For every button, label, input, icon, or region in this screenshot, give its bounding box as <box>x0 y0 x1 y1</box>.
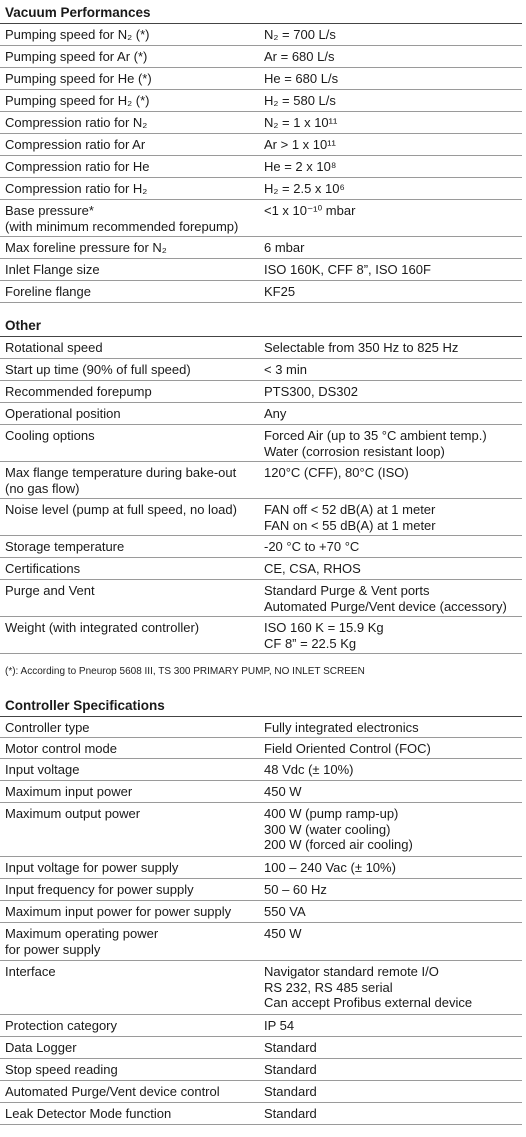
spec-label-line: Data Logger <box>5 1040 77 1055</box>
spec-value-line: -20 °C to +70 °C <box>264 539 360 554</box>
spec-value <box>264 759 522 778</box>
spec-label-line: Compression ratio for He <box>5 159 150 174</box>
spec-value-line: Water (corrosion resistant loop) <box>264 443 445 459</box>
spec-row <box>0 1059 522 1081</box>
spec-value-line: Standard <box>264 1040 317 1055</box>
spec-label-line: Pumping speed for N₂ (*) <box>5 27 150 42</box>
section-title: Vacuum Performances <box>0 2 522 24</box>
spec-label <box>0 68 264 87</box>
spec-value <box>264 923 522 942</box>
spec-label-line: Inlet Flange size <box>5 262 100 277</box>
spec-value-line: FAN off < 52 dB(A) at 1 meter <box>264 502 436 517</box>
spec-label <box>0 178 264 197</box>
spec-label-line: Pumping speed for Ar (*) <box>5 49 148 64</box>
spec-value-line: 48 Vdc (± 10%) <box>264 762 354 777</box>
spec-label-line: Pumping speed for H₂ (*) <box>5 93 150 108</box>
spec-value-line: IP 54 <box>264 1018 295 1033</box>
spec-value <box>264 200 522 219</box>
spec-value-line: ISO 160K, CFF 8”, ISO 160F <box>264 262 431 277</box>
spec-value-line: 50 – 60 Hz <box>264 882 327 897</box>
spec-value <box>264 803 522 853</box>
spec-label <box>0 259 264 278</box>
spec-value-line: Standard <box>264 1084 317 1099</box>
spec-label <box>0 759 264 778</box>
spec-row <box>0 68 522 90</box>
spec-value-line: Ar > 1 x 10¹¹ <box>264 137 336 152</box>
spec-row <box>0 381 522 403</box>
spec-row <box>0 281 522 303</box>
spec-value <box>264 1081 522 1100</box>
section-title: Controller Specifications <box>0 695 522 717</box>
spec-value <box>264 337 522 356</box>
spec-value-line: He = 2 x 10⁸ <box>264 159 337 174</box>
spec-label <box>0 90 264 109</box>
spec-value-line: CE, CSA, RHOS <box>264 561 361 576</box>
spec-label <box>0 237 264 256</box>
spec-label <box>0 1081 264 1100</box>
spec-label-line: (no gas flow) <box>5 480 80 496</box>
spec-label-line: Compression ratio for Ar <box>5 137 146 152</box>
spec-value-line: Automated Purge/Vent device (accessory) <box>264 598 507 614</box>
spec-label <box>0 738 264 757</box>
spec-label-line: Pumping speed for He (*) <box>5 71 152 86</box>
spec-row <box>0 759 522 781</box>
spec-value <box>264 499 522 533</box>
spec-value-line: H₂ = 580 L/s <box>264 93 336 108</box>
spec-value <box>264 24 522 43</box>
spec-value-line: Selectable from 350 Hz to 825 Hz <box>264 340 459 355</box>
spec-row <box>0 857 522 879</box>
spec-label-line: Purge and Vent <box>5 583 95 598</box>
spec-label <box>0 901 264 920</box>
spec-value-line: KF25 <box>264 284 296 299</box>
spec-label <box>0 558 264 577</box>
spec-value-line: <1 x 10⁻¹⁰ mbar <box>264 203 356 218</box>
spec-label <box>0 200 264 234</box>
spec-value-line: H₂ = 2.5 x 10⁶ <box>264 181 345 196</box>
spec-row <box>0 923 522 961</box>
spec-row <box>0 499 522 536</box>
spec-row <box>0 359 522 381</box>
spec-row <box>0 403 522 425</box>
spec-table <box>0 24 522 303</box>
spec-value <box>264 68 522 87</box>
spec-label-line: Operational position <box>5 406 121 421</box>
spec-label <box>0 781 264 800</box>
spec-label-line: Weight (with integrated controller) <box>5 620 200 635</box>
spec-label <box>0 337 264 356</box>
spec-row <box>0 200 522 237</box>
spec-label-line: Stop speed reading <box>5 1062 118 1077</box>
spec-row <box>0 1037 522 1059</box>
controller-specifications-section <box>0 695 522 1125</box>
spec-row <box>0 337 522 359</box>
spec-label-line: Base pressure* <box>5 203 94 218</box>
spec-value <box>264 1015 522 1034</box>
spec-label <box>0 24 264 43</box>
spec-value-line: PTS300, DS302 <box>264 384 358 399</box>
spec-value-line: N₂ = 700 L/s <box>264 27 336 42</box>
spec-label-line: Recommended forepump <box>5 384 152 399</box>
spec-label <box>0 961 264 980</box>
spec-table <box>0 337 522 654</box>
spec-label-line: Input frequency for power supply <box>5 882 194 897</box>
spec-value <box>264 381 522 400</box>
spec-label <box>0 462 264 496</box>
spec-label-line: Maximum operating power <box>5 926 159 941</box>
spec-label-line: Motor control mode <box>5 741 117 756</box>
spec-label-line: Max flange temperature during bake-out <box>5 465 237 480</box>
spec-label-line: for power supply <box>5 941 101 957</box>
spec-value <box>264 156 522 175</box>
spec-value <box>264 281 522 300</box>
spec-value-line: RS 232, RS 485 serial <box>264 979 393 995</box>
spec-label <box>0 281 264 300</box>
spec-value-line: He = 680 L/s <box>264 71 339 86</box>
spec-label <box>0 857 264 876</box>
spec-row <box>0 46 522 68</box>
spec-row <box>0 462 522 499</box>
spec-label-line: Compression ratio for N₂ <box>5 115 148 130</box>
spec-value-line: Fully integrated electronics <box>264 720 419 735</box>
spec-value <box>264 46 522 65</box>
spec-value-line: 450 W <box>264 926 302 941</box>
spec-row <box>0 156 522 178</box>
spec-value <box>264 425 522 459</box>
spec-label <box>0 717 264 736</box>
spec-label <box>0 112 264 131</box>
spec-value-line: 400 W (pump ramp-up) <box>264 806 399 821</box>
spec-value <box>264 738 522 757</box>
spec-value-line: Standard <box>264 1106 317 1121</box>
spec-row <box>0 259 522 281</box>
spec-row <box>0 781 522 803</box>
spec-row <box>0 879 522 901</box>
spec-label-line: Automated Purge/Vent device control <box>5 1084 220 1099</box>
spec-value-line: Any <box>264 406 287 421</box>
spec-label <box>0 403 264 422</box>
spec-row <box>0 803 522 857</box>
spec-row <box>0 901 522 923</box>
spec-value <box>264 558 522 577</box>
spec-row <box>0 580 522 617</box>
spec-label <box>0 134 264 153</box>
spec-label-line: Rotational speed <box>5 340 103 355</box>
spec-value <box>264 403 522 422</box>
spec-label-line: (with minimum recommended forepump) <box>5 218 239 234</box>
spec-label <box>0 1037 264 1056</box>
spec-label <box>0 425 264 444</box>
spec-row <box>0 425 522 462</box>
spec-value-line: 100 – 240 Vac (± 10%) <box>264 860 396 875</box>
spec-value <box>264 112 522 131</box>
spec-label-line: Maximum input power for power supply <box>5 904 232 919</box>
spec-row <box>0 237 522 259</box>
vacuum-performances-section <box>0 2 522 303</box>
spec-label-line: Leak Detector Mode function <box>5 1106 172 1121</box>
spec-value <box>264 617 522 651</box>
spec-label <box>0 359 264 378</box>
spec-label-line: Certifications <box>5 561 81 576</box>
spec-table <box>0 717 522 1125</box>
section-title: Other <box>0 315 522 337</box>
spec-value <box>264 781 522 800</box>
spec-value <box>264 1037 522 1056</box>
spec-value <box>264 961 522 1011</box>
spec-row <box>0 617 522 654</box>
spec-label-line: Noise level (pump at full speed, no load) <box>5 502 237 517</box>
spec-value-line: Standard <box>264 1062 317 1077</box>
spec-value <box>264 90 522 109</box>
spec-value <box>264 580 522 614</box>
spec-label <box>0 923 264 957</box>
spec-value-line: Ar = 680 L/s <box>264 49 335 64</box>
spec-value <box>264 1103 522 1122</box>
spec-value-line: N₂ = 1 x 10¹¹ <box>264 115 338 130</box>
spec-value-line: 300 W (water cooling) <box>264 821 391 837</box>
spec-label-line: Input voltage <box>5 762 80 777</box>
spec-label-line: Start up time (90% of full speed) <box>5 362 191 377</box>
spec-label-line: Cooling options <box>5 428 95 443</box>
spec-label <box>0 1059 264 1078</box>
spec-value <box>264 359 522 378</box>
spec-label <box>0 156 264 175</box>
spec-label-line: Controller type <box>5 720 90 735</box>
spec-value <box>264 1059 522 1078</box>
spec-label <box>0 580 264 599</box>
spec-row <box>0 536 522 558</box>
spec-value-line: CF 8” = 22.5 Kg <box>264 635 357 651</box>
footnote: (*): According to Pneurop 5608 III, TS 300 PRIMARY PUMP, NO INLET SCREEN <box>5 666 365 677</box>
spec-value-line: Field Oriented Control (FOC) <box>264 741 431 756</box>
spec-label-line: Maximum input power <box>5 784 133 799</box>
spec-value-line: 450 W <box>264 784 302 799</box>
spec-label-line: Compression ratio for H₂ <box>5 181 148 196</box>
spec-value-line: 120°C (CFF), 80°C (ISO) <box>264 465 409 480</box>
spec-label-line: Max foreline pressure for N₂ <box>5 240 167 255</box>
spec-value <box>264 462 522 481</box>
spec-row <box>0 738 522 759</box>
spec-label-line: Interface <box>5 964 56 979</box>
spec-value-line: Standard Purge & Vent ports <box>264 583 430 598</box>
spec-value-line: Forced Air (up to 35 °C ambient temp.) <box>264 428 487 443</box>
spec-value <box>264 178 522 197</box>
spec-row <box>0 1081 522 1103</box>
spec-label <box>0 879 264 898</box>
spec-value-line: ISO 160 K = 15.9 Kg <box>264 620 384 635</box>
spec-label <box>0 499 264 518</box>
spec-label <box>0 617 264 636</box>
spec-value <box>264 237 522 256</box>
spec-row <box>0 558 522 580</box>
spec-label-line: Foreline flange <box>5 284 91 299</box>
spec-row <box>0 1103 522 1125</box>
other-section <box>0 315 522 654</box>
spec-value-line: 200 W (forced air cooling) <box>264 837 413 852</box>
spec-value-line: FAN on < 55 dB(A) at 1 meter <box>264 517 436 533</box>
spec-value-line: < 3 min <box>264 362 307 377</box>
spec-row <box>0 112 522 134</box>
spec-row <box>0 717 522 738</box>
spec-value-line: 6 mbar <box>264 240 305 255</box>
spec-label-line: Protection category <box>5 1018 118 1033</box>
spec-value <box>264 857 522 876</box>
spec-value <box>264 134 522 153</box>
spec-label <box>0 1103 264 1122</box>
spec-row <box>0 134 522 156</box>
spec-label <box>0 381 264 400</box>
spec-value-line: Navigator standard remote I/O <box>264 964 439 979</box>
spec-row <box>0 90 522 112</box>
spec-label <box>0 1015 264 1034</box>
spec-row <box>0 24 522 46</box>
spec-label <box>0 803 264 822</box>
spec-value <box>264 717 522 736</box>
spec-row <box>0 178 522 200</box>
spec-row <box>0 961 522 1015</box>
spec-label <box>0 536 264 555</box>
spec-label <box>0 46 264 65</box>
spec-value <box>264 879 522 898</box>
spec-value-line: 550 VA <box>264 904 306 919</box>
spec-value <box>264 901 522 920</box>
spec-label-line: Storage temperature <box>5 539 125 554</box>
spec-row <box>0 1015 522 1037</box>
spec-value <box>264 259 522 278</box>
spec-value <box>264 536 522 555</box>
spec-value-line: Can accept Profibus external device <box>264 995 473 1010</box>
spec-label-line: Maximum output power <box>5 806 141 821</box>
spec-label-line: Input voltage for power supply <box>5 860 179 875</box>
